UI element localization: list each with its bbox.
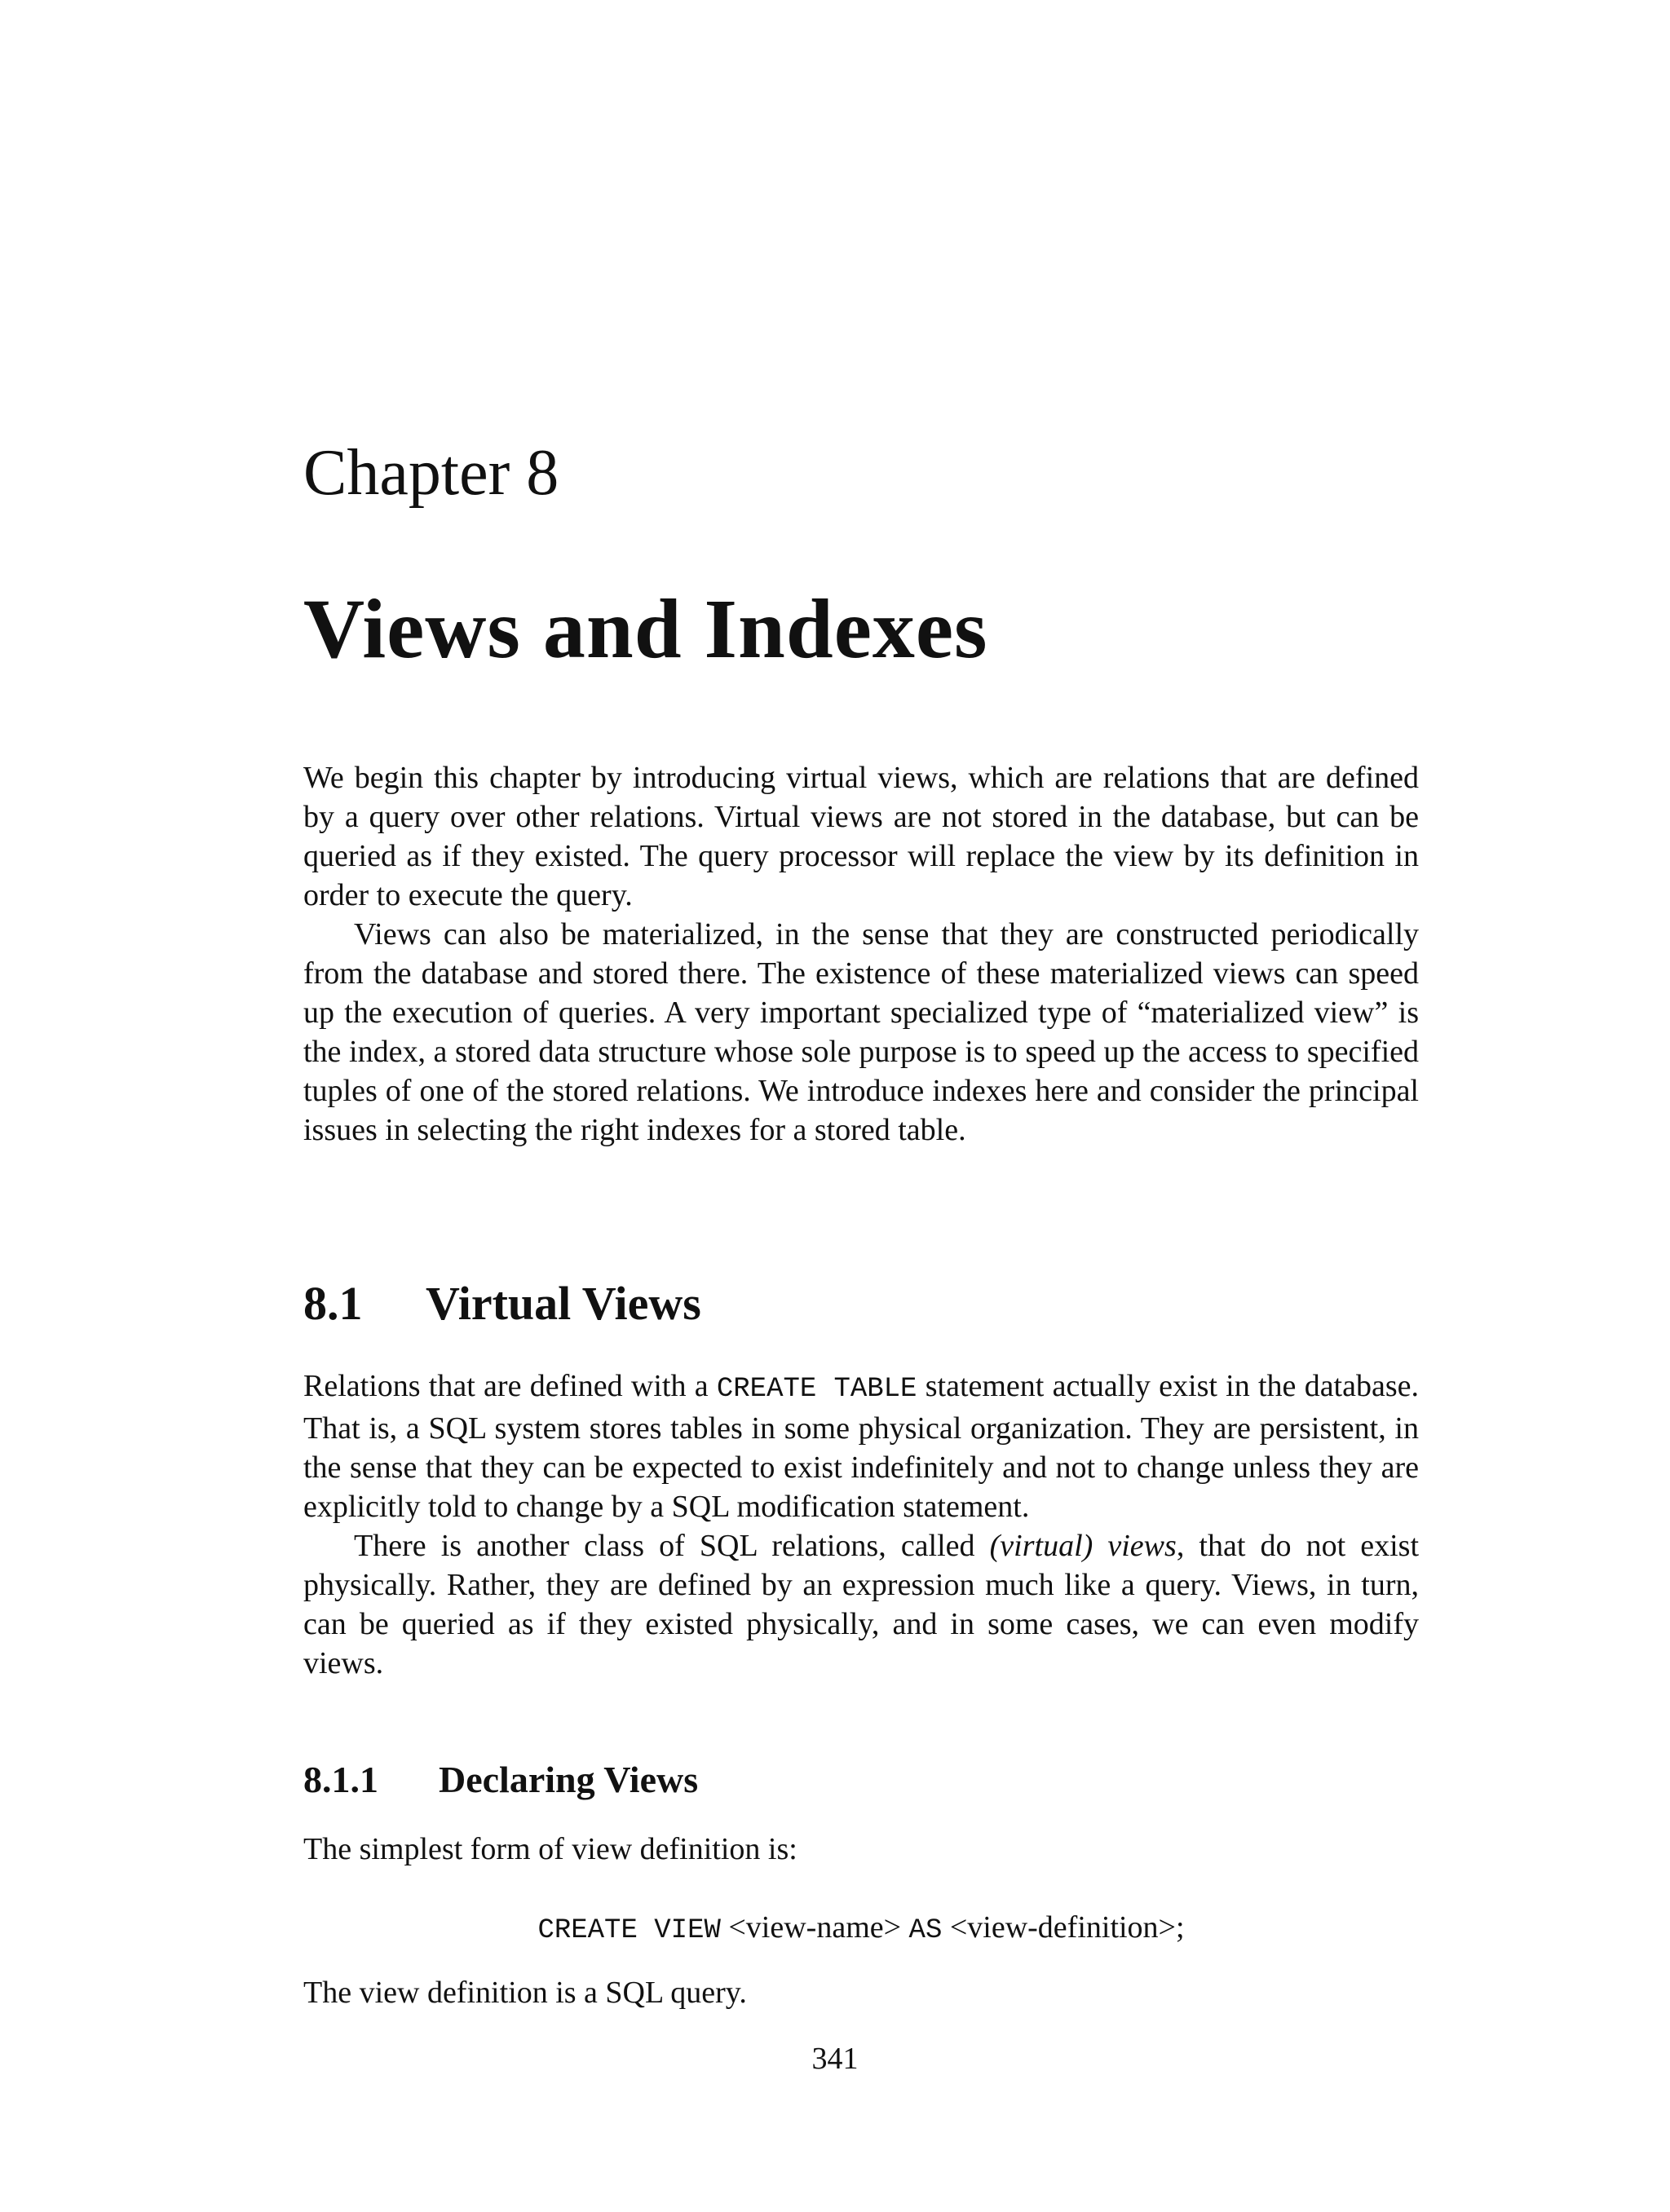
section-p2-text-a: There is another class of SQL relations, called — [354, 1529, 990, 1563]
chapter-title: Views and Indexes — [303, 582, 988, 676]
section-paragraph-2 — [303, 1526, 1419, 1683]
view-name-placeholder: <view-name> — [720, 1910, 909, 1945]
chapter-label: Chapter 8 — [303, 437, 559, 509]
subsection-intro — [303, 1830, 1419, 1869]
page-number: 341 — [811, 2042, 859, 2076]
section-body — [303, 1366, 1419, 1683]
subsection-heading — [303, 1761, 698, 1799]
subsection-intro-text: The simplest form of view definition is: — [303, 1832, 797, 1866]
subsection-after-code — [303, 1973, 1419, 2012]
section-p1-text-a: Relations that are defined with a — [303, 1369, 717, 1403]
view-definition-placeholder: <view-definition>; — [942, 1910, 1185, 1945]
view-definition-syntax — [303, 1908, 1419, 1950]
section-title: Virtual Views — [426, 1277, 701, 1330]
create-view-keyword: CREATE VIEW — [537, 1915, 721, 1946]
virtual-views-term: (virtual) views — [989, 1529, 1177, 1563]
section-number: 8.1 — [303, 1277, 363, 1330]
create-table-keyword: CREATE TABLE — [716, 1374, 917, 1405]
subsection-after-text: The view definition is a SQL query. — [303, 1976, 747, 2010]
intro-paragraph-1: We begin this chapter by introducing virtual views, which are relations that are defined by a query over other relations. Virtual views are not stored in the database, but can be queried as if they existed. The query processor will replace the view by its definition in order to execute the query. — [303, 761, 1419, 912]
section-paragraph-1 — [303, 1366, 1419, 1526]
section-heading — [303, 1277, 701, 1330]
subsection-title: Declaring Views — [439, 1759, 699, 1800]
intro-paragraph-2: Views can also be materialized, in the sense that they are constructed periodically from the database and stored there. The existence of these materialized views can speed up the execution of queries. A very important specialized type of “materialized view” is the index, a stored data structure whose sole purpose is to speed up the access to specified tuples of one of the stored relations. We introduce indexes here and consider the principal issues in selecting the right indexes for a stored table. — [303, 917, 1419, 1147]
subsection-number: 8.1.1 — [303, 1759, 378, 1800]
section-p1-text-b: statement actually exist in the database. That is, a SQL system stores tables in some physical organization. They are persistent, in the sense that they can be expected to exist indefinitely and not to change unless they are explicitly told to change by a SQL modification statement. — [303, 1369, 1419, 1524]
as-keyword: AS — [908, 1915, 943, 1946]
section-p2-text-b: , that do not exist physically. Rather, they are defined by an expression much like a query. Views, in turn, can be queried as if they existed physically, and in some cases, we can even modify views. — [303, 1529, 1420, 1680]
chapter-intro — [303, 758, 1419, 1150]
